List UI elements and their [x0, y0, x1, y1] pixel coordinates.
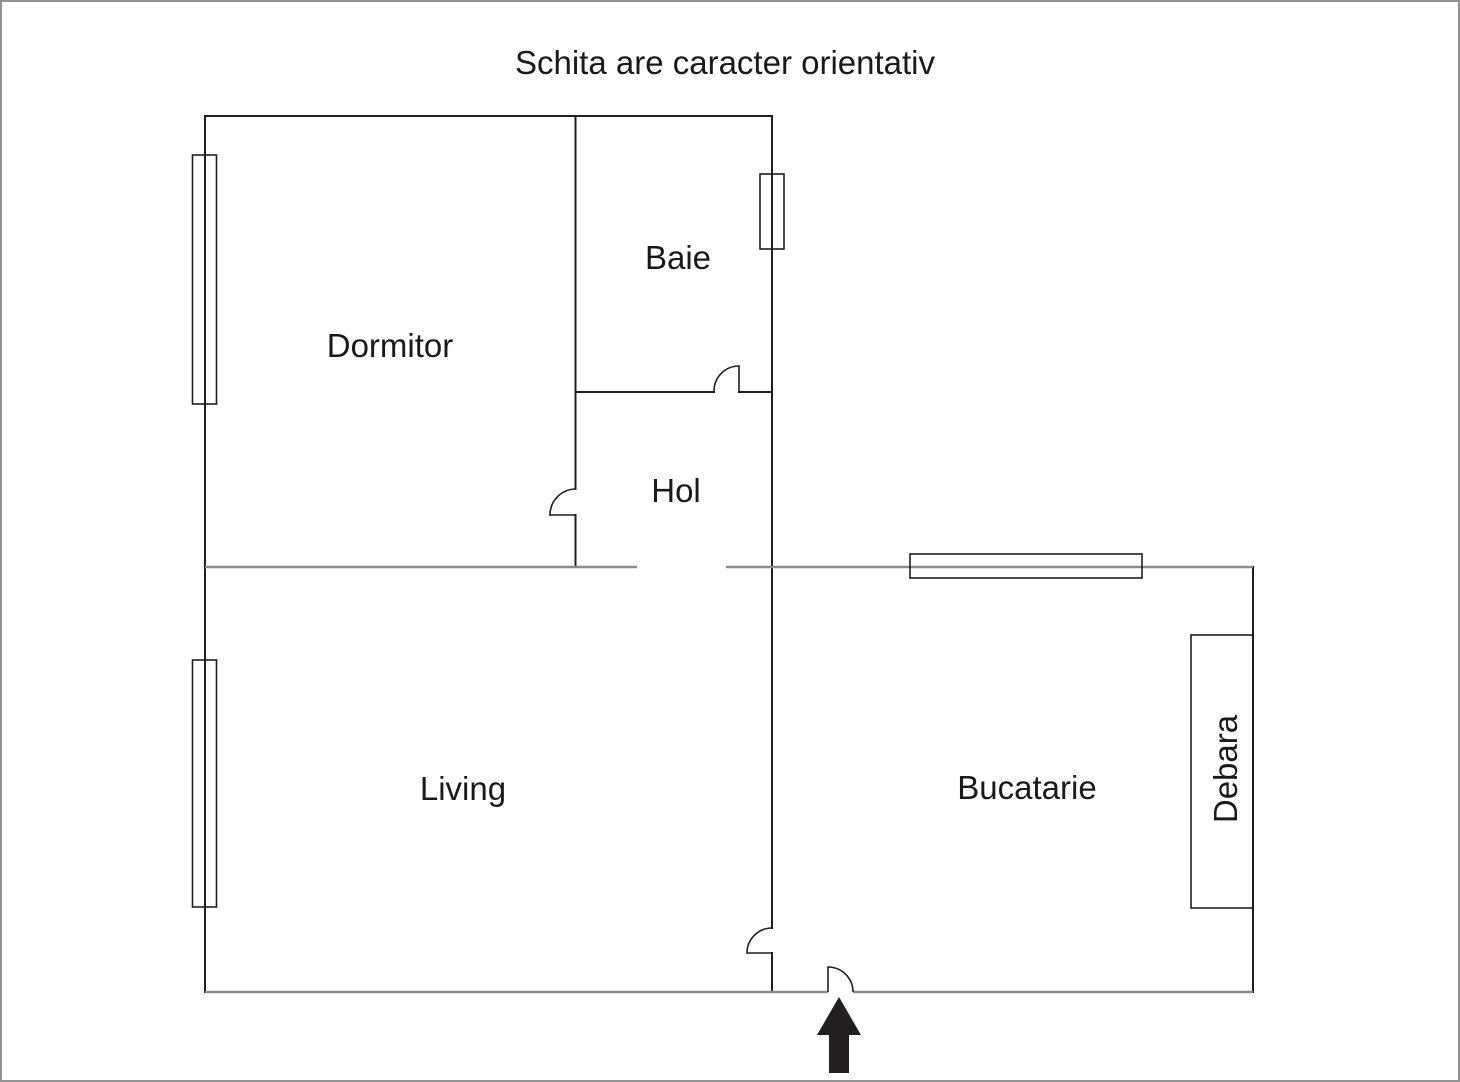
door-baie — [714, 366, 739, 391]
plan-title: Schita are caracter orientativ — [514, 44, 936, 81]
room-label-debara: Debara — [1207, 714, 1244, 824]
room-label-bucatarie: Bucatarie — [957, 769, 1097, 806]
door-living — [747, 928, 772, 953]
door-dormitor — [550, 489, 576, 515]
room-label-dormitor: Dormitor — [326, 327, 454, 364]
door-entrance — [828, 967, 853, 992]
room-label-baie: Baie — [644, 239, 712, 276]
page-border — [1, 1, 1459, 1081]
room-label-hol: Hol — [651, 472, 701, 509]
room-label-living: Living — [419, 770, 507, 807]
entrance-arrow-icon — [817, 997, 861, 1073]
